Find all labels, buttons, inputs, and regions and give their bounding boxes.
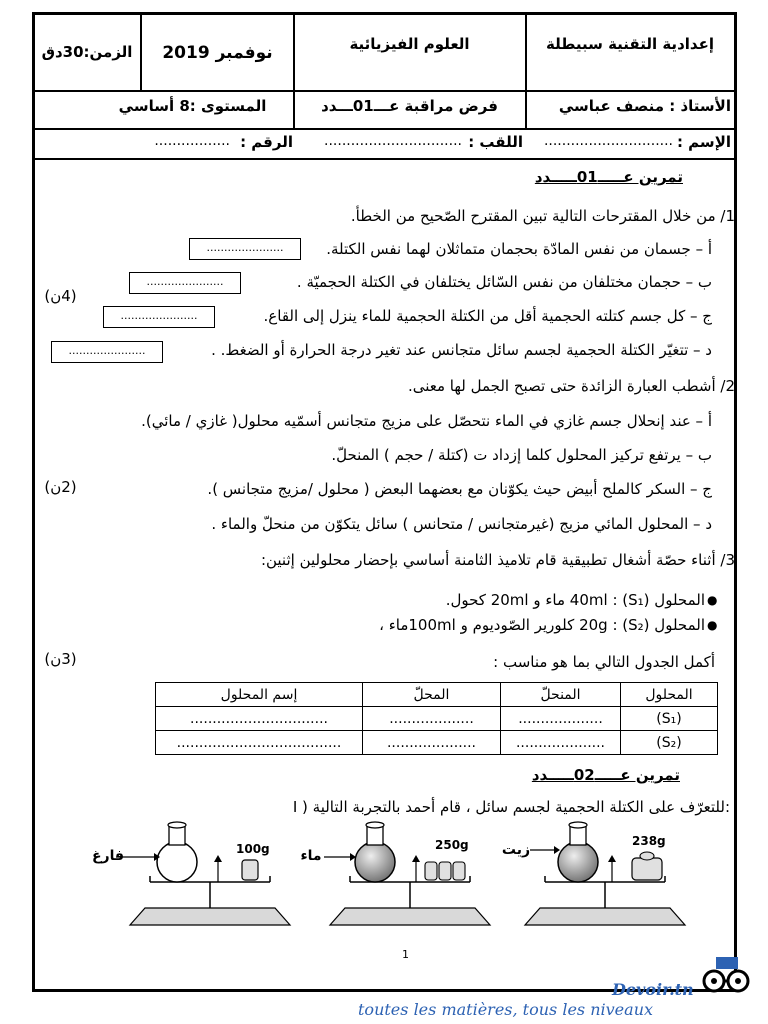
- q2-prompt: 2/ أشطب العبارة الزائدة حتى تصبح الجمل لها معنى.: [407, 377, 735, 395]
- header-col-line-3: [525, 15, 527, 128]
- surname-field[interactable]: ...............................: [324, 133, 462, 149]
- table-header: إسم المحلول: [156, 683, 363, 707]
- table-row: [156, 707, 718, 731]
- table-cell[interactable]: ...............................: [156, 707, 363, 731]
- site-logo[interactable]: Devoir.tn: [612, 980, 694, 999]
- surname-label: اللقب :: [468, 133, 523, 151]
- q3-prompt: 3/ أثناء حصّة أشغال تطبيقية قام تلاميذ الثامنة أساسي بإحضار محلولين إثنين:: [260, 551, 735, 569]
- table-cell[interactable]: ....................: [363, 731, 501, 755]
- page-number: 1: [402, 948, 409, 961]
- table-cell[interactable]: ...................: [501, 707, 621, 731]
- subject: العلوم الفيزيائية: [349, 35, 470, 53]
- q1-item-d: د – تتغيّر الكتلة الحجمية لجسم سائل متجانس عند تغير درجة الحرارة أو الضغط. .: [211, 341, 712, 359]
- table-header: المنحلّ: [501, 683, 621, 707]
- weight: [439, 862, 451, 880]
- flask-oil: [558, 842, 598, 882]
- table-header-row: [156, 683, 718, 707]
- balance-illustrations: [80, 820, 710, 930]
- school-name: إعدادية التقنية سبيطلة: [546, 35, 714, 53]
- table-row: [156, 731, 718, 755]
- exercise-2-title: تمرين عـــــ02ـــــدد: [531, 766, 680, 784]
- glasses-icon: [700, 955, 752, 995]
- weight-100g: [242, 860, 258, 880]
- weight: [425, 862, 437, 880]
- teacher-name: الأستاذ : منصف عباسي: [558, 97, 731, 115]
- q2-item-a: أ – عند إنحلال جسم غازي في الماء نتحصّل على مزيج متجانس أسمّيه محلول( غازي / مائي).: [141, 412, 712, 430]
- flask-water: [355, 842, 395, 882]
- table-cell[interactable]: ....................: [501, 731, 621, 755]
- q3-bullet-2: المحلول (S₂) : 20g كلورير الصّوديوم و 100mlماء ،: [379, 616, 705, 634]
- q1-answer-box-c[interactable]: ......................: [103, 306, 215, 328]
- q1-item-a: أ – جسمان من نفس المادّة بحجمان متماثلان لهما نفس الكتلة.: [326, 240, 712, 258]
- balance-3-label: زيت: [501, 842, 531, 858]
- q2-item-b: ب – يرتفع تركيز المحلول كلما إزداد ت (كتلة / حجم ) المنحلّ.: [331, 446, 712, 464]
- header-divider-2: [35, 128, 734, 130]
- site-tagline: toutes les matières, tous les niveaux: [358, 1000, 654, 1019]
- q1-answer-box-b[interactable]: ......................: [129, 272, 241, 294]
- header-col-line-1: [140, 15, 142, 90]
- balance-2-label: ماء: [300, 848, 322, 864]
- q1-answer-box-d[interactable]: ......................: [51, 341, 163, 363]
- weight: [453, 862, 465, 880]
- level: المستوى :8 أساسي: [118, 97, 267, 115]
- table-header: المحلول: [621, 683, 718, 707]
- q3-points: (3ن): [44, 650, 77, 668]
- table-cell: (S₂): [621, 731, 718, 755]
- header-divider-3: [35, 158, 734, 160]
- table-cell[interactable]: ...................: [363, 707, 501, 731]
- header-col-line-2: [293, 15, 295, 128]
- header-divider-1: [35, 90, 734, 92]
- q3-instruction: أكمل الجدول التالي بما هو مناسب :: [493, 653, 715, 671]
- balance-1-label: فارغ: [91, 848, 125, 864]
- balance-1: [116, 822, 290, 925]
- number-label: الرقم :: [240, 133, 293, 151]
- q1-item-b: ب – حجمان مختلفان من نفس السّائل يختلفان في الكتلة الحجميّة .: [296, 273, 712, 291]
- exercise-1-title: تمرين عـــــ01ـــــدد: [534, 168, 683, 186]
- solutions-table: [155, 682, 718, 755]
- q1-points: (4ن): [44, 287, 77, 305]
- bullet-icon: ●: [707, 618, 718, 632]
- name-field[interactable]: .............................: [543, 133, 673, 149]
- q1-item-c: ج – كل جسم كتلته الحجمية أقل من الكتلة الحجمية للماء ينزل إلى القاع.: [263, 307, 712, 325]
- q1-prompt: 1/ من خلال المقترحات التالية تبين المقترح الصّحيح من الخطأ.: [350, 207, 735, 225]
- flask-empty: [157, 842, 197, 882]
- q1-answer-box-a[interactable]: ......................: [189, 238, 301, 260]
- balance-1-weight: 100g: [236, 842, 270, 856]
- table-cell: (S₁): [621, 707, 718, 731]
- table-cell[interactable]: .....................................: [156, 731, 363, 755]
- q3-bullet-1: المحلول (S₁) : 40ml ماء و 20ml كحول.: [445, 591, 705, 609]
- exercise-2-intro: I ) للتعرّف على الكتلة الحجمية لجسم سائل ، قام أحمد بالتجربة التالية:: [292, 798, 730, 816]
- q2-points: (2ن): [44, 478, 77, 496]
- q2-item-d: د – المحلول المائي مزيج (غيرمتجانس / متحانس ) سائل يتكوّن من منحلّ والماء .: [211, 515, 712, 533]
- weight: [632, 858, 662, 880]
- balance-2-weight: 250g: [435, 838, 469, 852]
- exam-title: فرض مراقبة عـــ01ـــدد: [321, 97, 498, 115]
- q2-item-c: ج – السكر كالملح أبيض حيث يكوّنان مع بعضهما البعض ( محلول /مزيج متجانس ).: [207, 480, 712, 498]
- duration: الزمن:30دق: [41, 43, 133, 61]
- number-field[interactable]: .................: [154, 133, 230, 149]
- exam-date: نوفمبر 2019: [162, 43, 273, 63]
- table-header: المحلّ: [363, 683, 501, 707]
- balance-3-weight: 238g: [632, 834, 666, 848]
- bullet-icon: ●: [707, 593, 718, 607]
- name-label: الإسم :: [676, 133, 731, 151]
